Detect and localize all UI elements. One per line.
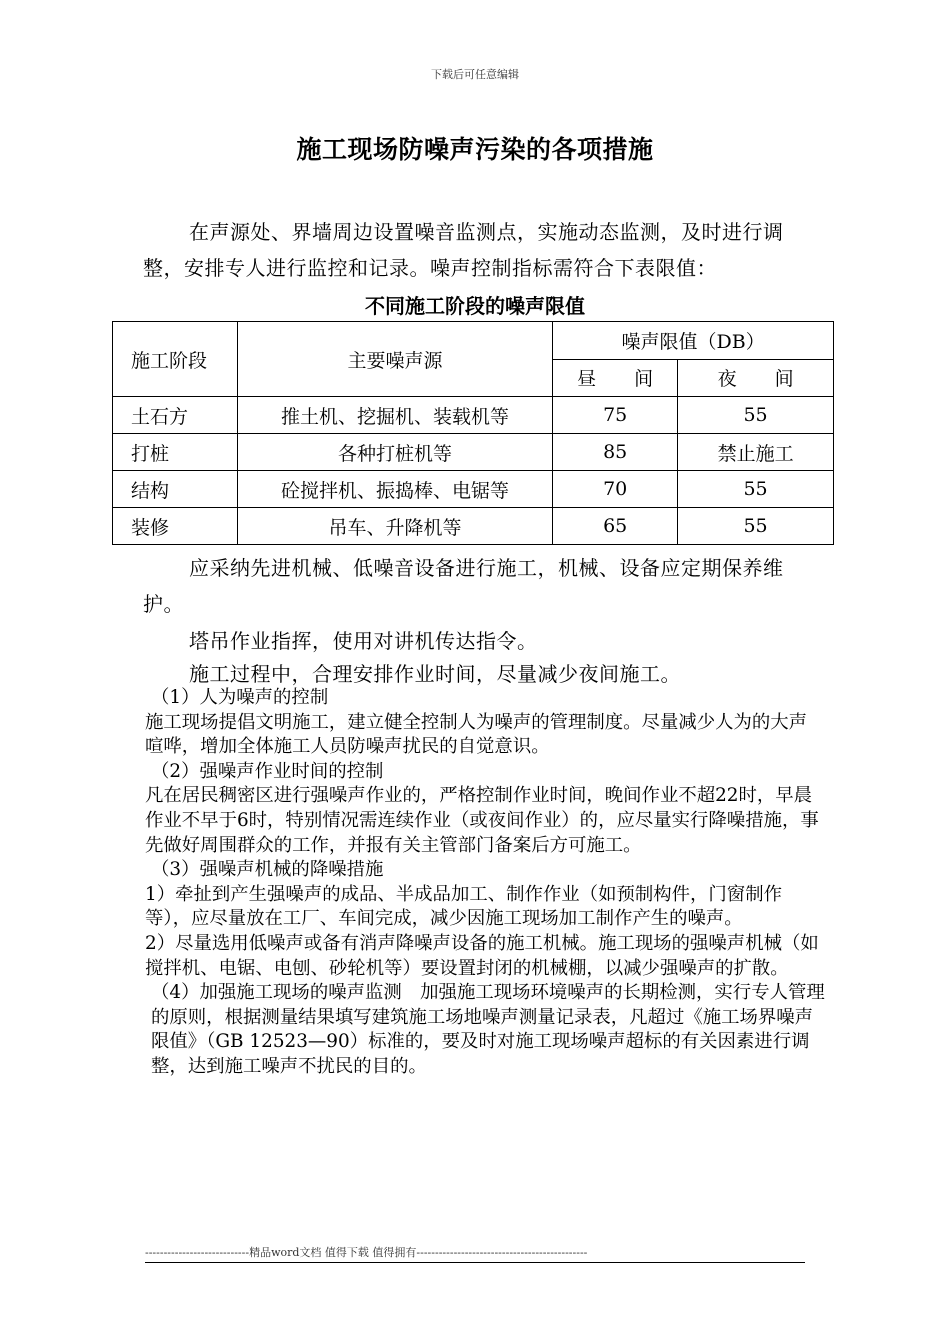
intro-paragraph: 在声源处、界墙周边设置噪音监测点，实施动态监测，及时进行调整，安排专人进行监控和记录。噪声控制指标需符合下表限值： xyxy=(143,220,784,280)
table-row xyxy=(113,471,834,508)
cell-night: 55 xyxy=(678,397,834,434)
cell-stage: 土石方 xyxy=(113,397,238,434)
cell-source: 吊车、升降机等 xyxy=(237,508,552,545)
cell-stage: 装修 xyxy=(113,508,238,545)
section-item: 1）牵扯到产生强噪声的成品、半成品加工、制作作业（如预制构件，门窗制作等），应尽量放在工厂、车间完成，减少因施工现场加工制作产生的噪声。 xyxy=(145,883,782,930)
cell-source: 推土机、挖掘机、装载机等 xyxy=(237,397,552,434)
footer-note: ----------------------------精品word文档 值得下载 值得拥有---------------------------------------------- xyxy=(145,1246,588,1259)
cell-night: 禁止施工 xyxy=(678,434,834,471)
section-item: 2）尽量选用低噪声或备有消声降噪声设备的施工机械。施工现场的强噪声机械（如搅拌机、电锯、电刨、砂轮机等）要设置封闭的机械棚，以减少强噪声的扩散。 xyxy=(145,932,819,979)
section-heading: （2）强噪声作业时间的控制 xyxy=(151,760,384,782)
document-title: 施工现场防噪声污染的各项措施 xyxy=(296,135,654,164)
cell-source: 各种打桩机等 xyxy=(237,434,552,471)
header-limit: 噪声限值（DB） xyxy=(553,322,834,360)
cell-day: 65 xyxy=(553,508,678,545)
table-row xyxy=(113,508,834,545)
cell-day: 70 xyxy=(553,471,678,508)
section-body: （4）加强施工现场的噪声监测 加强施工现场环境噪声的长期检测，实行专人管理的原则，根据测量结果填写建筑施工场地噪声测量记录表，凡超过《施工场界噪声限值》（GB 12523—90）标准的，要及时对施工现场噪声超标的有关因素进行调整，达到施工噪声不扰民的目的。 xyxy=(151,982,825,1077)
footer-divider xyxy=(145,1262,805,1263)
section-body: 施工现场提倡文明施工，建立健全控制人为噪声的管理制度。尽量减少人为的大声喧哗，增加全体施工人员防噪声扰民的自觉意识。 xyxy=(145,711,808,758)
cell-day: 75 xyxy=(553,397,678,434)
cell-night: 55 xyxy=(678,508,834,545)
schedule-paragraph: 施工过程中，合理安排作业时间，尽量减少夜间施工。 xyxy=(189,662,681,686)
equipment-paragraph: 应采纳先进机械、低噪音设备进行施工，机械、设备应定期保养维护。 xyxy=(143,556,784,616)
cell-stage: 结构 xyxy=(113,471,238,508)
header-note: 下载后可任意编辑 xyxy=(431,68,519,81)
cell-day: 85 xyxy=(553,434,678,471)
crane-paragraph: 塔吊作业指挥，使用对讲机传达指令。 xyxy=(189,629,538,653)
section-body: 凡在居民稠密区进行强噪声作业的，严格控制作业时间，晚间作业不超22时，早晨作业不早于6时，特别情况需连续作业（或夜间作业）的，应尽量实行降噪措施，事先做好周围群众的工作，并报有关主管部门备案后方可施工。 xyxy=(145,785,819,856)
header-night: 夜 间 xyxy=(678,359,834,397)
cell-source: 砼搅拌机、振捣棒、电锯等 xyxy=(237,471,552,508)
noise-limit-table xyxy=(112,321,834,545)
section-heading: （1）人为噪声的控制 xyxy=(151,687,329,708)
table-row xyxy=(113,397,834,434)
header-day: 昼 间 xyxy=(553,359,678,397)
table-row xyxy=(113,434,834,471)
measures-section xyxy=(145,686,825,1080)
cell-night: 55 xyxy=(678,471,834,508)
cell-stage: 打桩 xyxy=(113,434,238,471)
section-heading: （3）强噪声机械的降噪措施 xyxy=(151,859,384,881)
table-header-row xyxy=(113,322,834,360)
header-stage: 施工阶段 xyxy=(113,322,238,397)
table-caption: 不同施工阶段的噪声限值 xyxy=(365,294,585,318)
header-source: 主要噪声源 xyxy=(237,322,552,397)
